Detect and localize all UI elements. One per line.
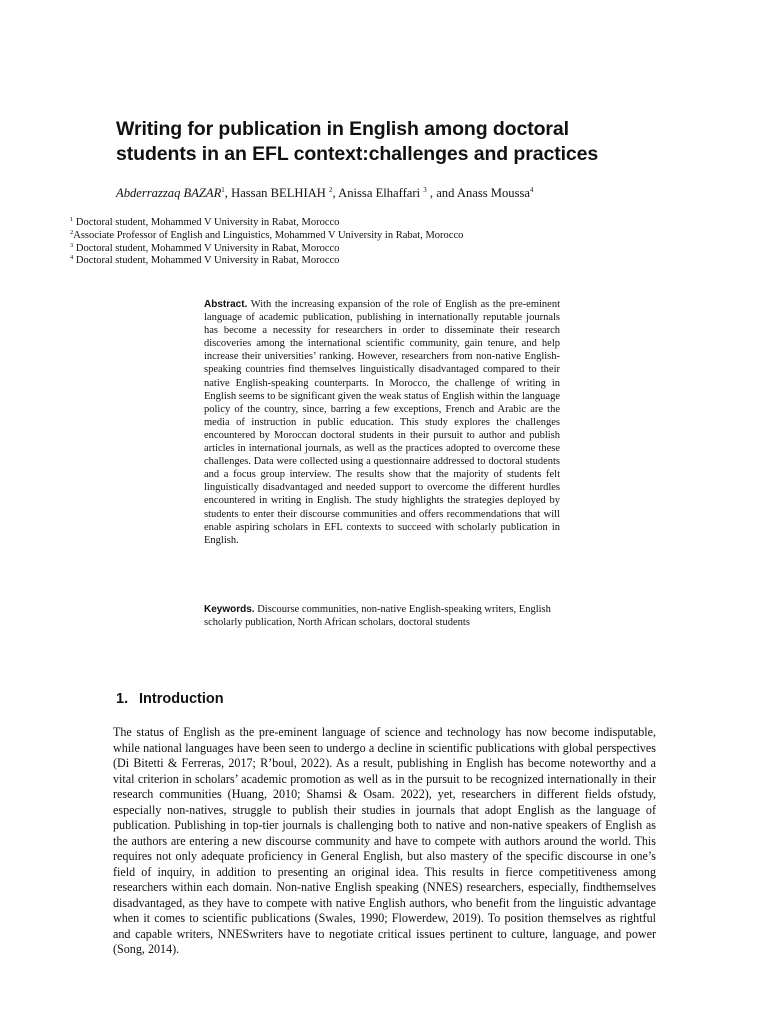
affiliation (70, 255, 690, 268)
affiliation-text: Doctoral student, Mohammed V University in Rabat, Morocco (73, 242, 340, 254)
affiliation-text: Doctoral student, Mohammed V University in Rabat, Morocco (73, 217, 340, 228)
abstract-label: Abstract. (204, 299, 248, 310)
section-heading-introduction (116, 689, 656, 709)
affiliation-list (70, 217, 690, 268)
affiliation-superscript: 1 (70, 216, 74, 223)
keywords-text: Discourse communities, non-native English-speaking writers, English scholarly publication, North African scholars, doctoral students (204, 604, 551, 629)
keywords-label: Keywords. (204, 604, 255, 615)
author-name: Hassan BELHIAH (231, 186, 330, 200)
affiliation-superscript: 4 (70, 254, 74, 262)
affiliation (70, 217, 690, 230)
author-separator: , (332, 186, 339, 200)
paper-title (116, 117, 676, 167)
affiliation-superscript: 2 (70, 228, 74, 236)
author-list (116, 185, 676, 201)
keywords (204, 603, 560, 630)
introduction-paragraph: The status of English as the pre-eminent language of science and technology has now become indisputable, while national languages have been seen to undergo a decline in scientific publications with global perspectives (Di Bitetti & Ferreras, 2017; R’boul, 2022). As a result, publishing in English has become noteworthy and a vital criterion in scholars’ academic promotion as well as in the pursuit to be recognized internationally in their research communities (Huang, 2010; Shamsi & Osam. 2022), yet, researchers in different fields ofstudy, especially non-natives, struggle to publish their studies in journals that adopt English as the language of publication. Publishing in top-tier journals is challenging both to native and non-native speakers of English as the authors are entering a new discourse community and have to compete with authors around the world. This requires not only adequate proficiency in General English, but also mastery of the specific discourse in one’s field of inquiry, in addition to presenting an original idea. This results in fierce competitiveness among researchers within each domain. Non-native English speaking (NNES) researchers, especially, findthemselves disadvantaged, as they have to compete with native English authors, who benefit from the linguistic advantage when it comes to scientific publications (Swales, 1990; Flowerdew, 2019). To position themselves as rightful and capable writers, NNESwriters have to negotiate critical issues pertinent to culture, language, and power (Song, 2014). (113, 725, 656, 956)
author-superscript: 3 (423, 186, 427, 194)
author-name: Abderrazzaq BAZAR (116, 186, 222, 200)
affiliation-text: Doctoral student, Mohammed V University in Rabat, Morocco (73, 255, 340, 267)
section-title: Introduction (139, 691, 224, 707)
affiliation (70, 243, 690, 256)
author-superscript: 2 (329, 186, 333, 194)
author-name: Anass Moussa (456, 186, 530, 200)
affiliation-text: Associate Professor of English and Linguistics, Mohammed V University in Rabat, Morocco (73, 229, 464, 241)
author-separator: , and (426, 186, 457, 200)
title-line-2: students in an EFL context:challenges and practices (116, 143, 599, 165)
affiliation (70, 230, 690, 243)
affiliation-superscript: 3 (70, 241, 74, 249)
author-superscript: 4 (529, 186, 534, 194)
author-separator: , (224, 186, 232, 200)
author-name: Anissa Elhaffari (338, 186, 424, 200)
abstract (204, 298, 560, 547)
title-line-1: Writing for publication in English among doctoral (116, 118, 569, 140)
abstract-text: With the increasing expansion of the role of English as the pre-eminent language of academic publication, publishing in internationally reputable journals has become a necessity for researchers in order to disseminate their research discoveries among the international scientific community, gain tenure, and help increase their universities’ ranking. However, researchers from non-native English-speaking countries find themselves linguistically disadvantaged compared to their native English-speaking counterparts. In Morocco, the challenge of writing in English seems to be significant given the weak status of English within the language policy of the country, since, barring a few exceptions, French and Arabic are the media of instruction in public education. This study explores the challenges encountered by Moroccan doctoral students in their pursuit to author and publish articles in international journals, as well as the practices adopted to overcome these challenges. Data were collected using a questionnaire addressed to doctoral students and a focus group interview. The results show that the majority of students felt linguistically disadvantaged and needed support to overcome the different hurdles encountered in writing in English. The study highlights the strategies deployed by students to enter their discourse communities and offers recommendations that will enable aspiring scholars in EFL contexts to succeed with scholarly publication in English. (204, 299, 561, 546)
section-number: 1. (116, 691, 129, 707)
author-superscript: 1 (221, 186, 225, 194)
